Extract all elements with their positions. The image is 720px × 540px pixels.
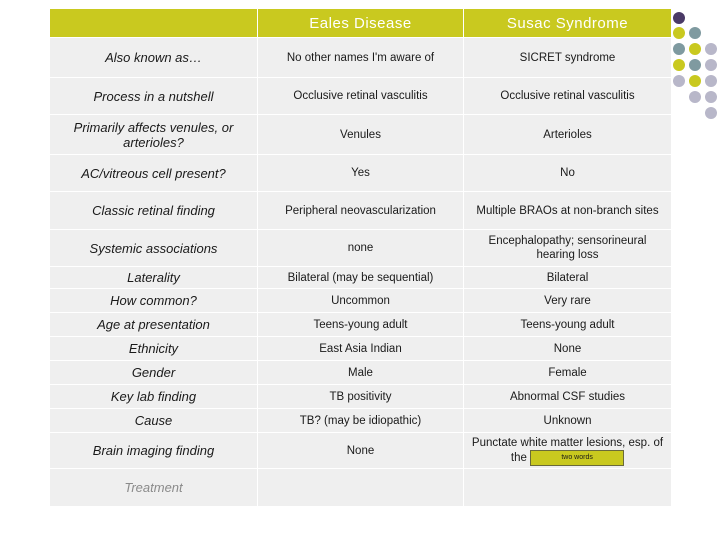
table-row	[50, 469, 672, 507]
row-label-age: Age at presentation	[50, 313, 258, 337]
eales-value: Venules	[258, 115, 464, 155]
row-label-ac-vitreous: AC/vitreous cell present?	[50, 155, 258, 192]
row-label-how-common: How common?	[50, 289, 258, 313]
gray-dot-icon	[689, 27, 701, 39]
table-row	[50, 267, 672, 289]
row-label-systemic: Systemic associations	[50, 230, 258, 267]
susac-value: Occlusive retinal vasculitis	[464, 78, 672, 115]
table-row	[50, 230, 672, 267]
susac-value: Arterioles	[464, 115, 672, 155]
eales-value: Male	[258, 361, 464, 385]
row-label-also-known-as: Also known as…	[50, 38, 258, 78]
eales-value: No other names I'm aware of	[258, 38, 464, 78]
susac-value	[464, 469, 672, 507]
eales-value: Peripheral neovascularization	[258, 192, 464, 230]
susac-value: Abnormal CSF studies	[464, 385, 672, 409]
row-label-ethnicity: Ethnicity	[50, 337, 258, 361]
header-susac-syndrome: Susac Syndrome	[464, 9, 672, 38]
table-row	[50, 78, 672, 115]
lavender-dot-icon	[673, 75, 685, 87]
row-label-brain-imaging: Brain imaging finding	[50, 433, 258, 469]
lavender-dot-icon	[705, 107, 717, 119]
susac-value: Female	[464, 361, 672, 385]
row-label-key-lab: Key lab finding	[50, 385, 258, 409]
lavender-dot-icon	[705, 43, 717, 55]
susac-value: No	[464, 155, 672, 192]
table-row	[50, 289, 672, 313]
olive-dot-icon	[689, 75, 701, 87]
eales-value: Yes	[258, 155, 464, 192]
eales-value: East Asia Indian	[258, 337, 464, 361]
row-label-treatment: Treatment	[50, 469, 258, 507]
eales-value: none	[258, 230, 464, 267]
susac-value: Very rare	[464, 289, 672, 313]
susac-value: Unknown	[464, 409, 672, 433]
table-row	[50, 433, 672, 469]
row-label-retinal-finding: Classic retinal finding	[50, 192, 258, 230]
susac-value: Teens-young adult	[464, 313, 672, 337]
header-empty-cell	[50, 9, 258, 38]
susac-value: None	[464, 337, 672, 361]
comparison-table	[49, 8, 672, 507]
row-label-cause: Cause	[50, 409, 258, 433]
brain-imaging-text: Punctate white matter lesions, esp. of the	[471, 436, 664, 464]
eales-value: Uncommon	[258, 289, 464, 313]
susac-value: Bilateral	[464, 267, 672, 289]
eales-value: Bilateral (may be sequential)	[258, 267, 464, 289]
header-eales-disease: Eales Disease	[258, 9, 464, 38]
purple-dot-icon	[673, 12, 685, 24]
eales-value	[258, 469, 464, 507]
table-row	[50, 115, 672, 155]
row-label-primarily-affects: Primarily affects venules, or arterioles?	[50, 115, 258, 155]
row-label-process: Process in a nutshell	[50, 78, 258, 115]
table-row	[50, 192, 672, 230]
olive-dot-icon	[673, 59, 685, 71]
eales-value: Occlusive retinal vasculitis	[258, 78, 464, 115]
table-row	[50, 38, 672, 78]
lavender-dot-icon	[705, 75, 717, 87]
decorative-dot-grid	[670, 10, 720, 120]
answer-placeholder-box[interactable]: two words	[530, 450, 624, 466]
table-row	[50, 385, 672, 409]
table-row	[50, 155, 672, 192]
eales-value: TB? (may be idiopathic)	[258, 409, 464, 433]
row-label-gender: Gender	[50, 361, 258, 385]
olive-dot-icon	[689, 43, 701, 55]
susac-value: Encephalopathy; sensorineural hearing loss	[464, 230, 672, 267]
table-row	[50, 409, 672, 433]
table-row	[50, 361, 672, 385]
lavender-dot-icon	[705, 91, 717, 103]
eales-value: None	[258, 433, 464, 469]
gray-dot-icon	[673, 43, 685, 55]
eales-value: TB positivity	[258, 385, 464, 409]
table-row	[50, 313, 672, 337]
table-header-row	[50, 9, 672, 38]
table-row	[50, 337, 672, 361]
lavender-dot-icon	[705, 59, 717, 71]
susac-value: Multiple BRAOs at non-branch sites	[464, 192, 672, 230]
gray-dot-icon	[689, 59, 701, 71]
row-label-laterality: Laterality	[50, 267, 258, 289]
susac-value: SICRET syndrome	[464, 38, 672, 78]
susac-value	[464, 433, 672, 469]
olive-dot-icon	[673, 27, 685, 39]
eales-value: Teens-young adult	[258, 313, 464, 337]
lavender-dot-icon	[689, 91, 701, 103]
